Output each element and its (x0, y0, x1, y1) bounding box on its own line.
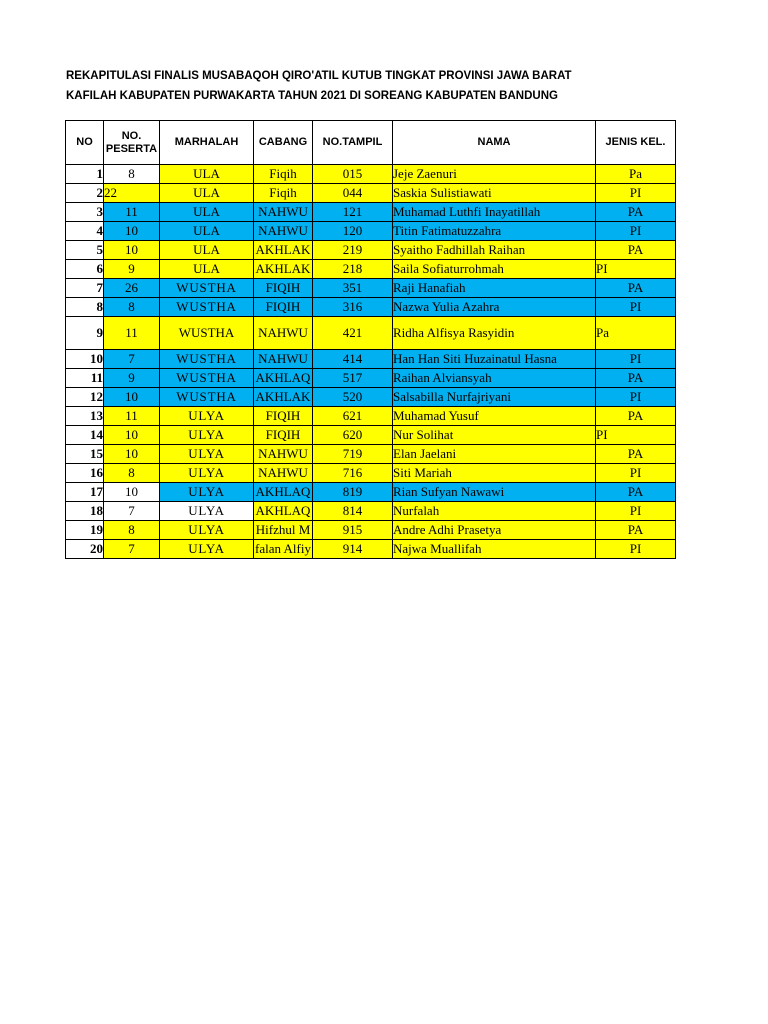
cell-no-tampil: 316 (313, 298, 393, 317)
header-peserta-line2: PESERTA (105, 142, 158, 155)
cell-cabang: FIQIH (254, 298, 313, 317)
cell-marhalah: WUSTHA (160, 298, 254, 317)
row-number: 8 (66, 298, 104, 317)
cell-cabang: AKHLAK (254, 388, 313, 407)
cell-marhalah: WUSTHA (160, 279, 254, 298)
table-row (66, 350, 676, 369)
table-row (66, 165, 676, 184)
cell-marhalah: WUSTHA (160, 317, 254, 350)
cell-no-tampil: 915 (313, 521, 393, 540)
cell-no-peserta: 8 (104, 521, 160, 540)
cell-cabang: NAHWU (254, 350, 313, 369)
cell-nama: Raihan Alviansyah (393, 369, 596, 388)
row-number: 11 (66, 369, 104, 388)
cell-jenis-kelamin: Pa (596, 165, 676, 184)
table-row (66, 260, 676, 279)
header-no-tampil: NO.TAMPIL (313, 121, 393, 165)
row-number: 5 (66, 241, 104, 260)
cell-cabang: FIQIH (254, 426, 313, 445)
cell-nama: Nur Solihat (393, 426, 596, 445)
cell-cabang: NAHWU (254, 445, 313, 464)
cell-cabang: FIQIH (254, 407, 313, 426)
cell-no-peserta: 9 (104, 260, 160, 279)
cell-cabang: NAHWU (254, 317, 313, 350)
cell-jenis-kelamin: PA (596, 483, 676, 502)
header-no: NO (66, 121, 104, 165)
table-row (66, 540, 676, 559)
cell-no-tampil: 421 (313, 317, 393, 350)
row-number: 2 (66, 184, 104, 203)
cell-no-tampil: 914 (313, 540, 393, 559)
row-number: 17 (66, 483, 104, 502)
cell-cabang: AKHLAK (254, 241, 313, 260)
row-number: 13 (66, 407, 104, 426)
cell-jenis-kelamin: PI (596, 540, 676, 559)
row-number: 1 (66, 165, 104, 184)
cell-jenis-kelamin: PI (596, 388, 676, 407)
cell-nama: Elan Jaelani (393, 445, 596, 464)
cell-nama: Han Han Siti Huzainatul Hasna (393, 350, 596, 369)
cell-nama: Saila Sofiaturrohmah (393, 260, 596, 279)
document-titles (66, 66, 572, 106)
row-number: 16 (66, 464, 104, 483)
cell-jenis-kelamin: PA (596, 203, 676, 222)
cell-cabang: FIQIH (254, 279, 313, 298)
cell-jenis-kelamin: PI (596, 260, 676, 279)
cell-no-peserta: 11 (104, 407, 160, 426)
cell-marhalah: ULYA (160, 540, 254, 559)
cell-jenis-kelamin: PI (596, 464, 676, 483)
table-row (66, 407, 676, 426)
cell-no-tampil: 719 (313, 445, 393, 464)
cell-no-peserta: 11 (104, 317, 160, 350)
cell-no-peserta: 10 (104, 426, 160, 445)
header-marhalah: MARHALAH (160, 121, 254, 165)
cell-no-tampil: 814 (313, 502, 393, 521)
row-number: 18 (66, 502, 104, 521)
cell-marhalah: ULA (160, 260, 254, 279)
cell-cabang: AKHLAQ (254, 369, 313, 388)
cell-no-peserta: 7 (104, 350, 160, 369)
cell-cabang: NAHWU (254, 203, 313, 222)
row-number: 10 (66, 350, 104, 369)
cell-no-peserta: 10 (104, 222, 160, 241)
table-row (66, 388, 676, 407)
cell-jenis-kelamin: Pa (596, 317, 676, 350)
table-row (66, 184, 676, 203)
cell-no-peserta: 8 (104, 464, 160, 483)
cell-jenis-kelamin: PI (596, 298, 676, 317)
cell-no-tampil: 716 (313, 464, 393, 483)
table-row (66, 483, 676, 502)
cell-cabang: AKHLAQ (254, 502, 313, 521)
cell-jenis-kelamin: PA (596, 279, 676, 298)
finalist-table (65, 120, 676, 559)
cell-nama: Titin Fatimatuzzahra (393, 222, 596, 241)
cell-nama: Nurfalah (393, 502, 596, 521)
cell-jenis-kelamin: PI (596, 222, 676, 241)
table-row (66, 502, 676, 521)
cell-nama: Andre Adhi Prasetya (393, 521, 596, 540)
table-row (66, 521, 676, 540)
header-nama: NAMA (393, 121, 596, 165)
row-number: 6 (66, 260, 104, 279)
title-line-2: KAFILAH KABUPATEN PURWAKARTA TAHUN 2021 DI SOREANG KABUPATEN BANDUNG (66, 90, 558, 102)
cell-jenis-kelamin: PI (596, 184, 676, 203)
header-jenis-kelamin: JENIS KEL. (596, 121, 676, 165)
cell-nama: Saskia Sulistiawati (393, 184, 596, 203)
cell-jenis-kelamin: PI (596, 426, 676, 445)
title-line-1: REKAPITULASI FINALIS MUSABAQOH QIRO'ATIL KUTUB TINGKAT PROVINSI JAWA BARAT (66, 70, 572, 82)
cell-marhalah: WUSTHA (160, 350, 254, 369)
cell-no-peserta: 7 (104, 502, 160, 521)
cell-no-tampil: 819 (313, 483, 393, 502)
table-row (66, 445, 676, 464)
cell-marhalah: ULA (160, 241, 254, 260)
cell-no-peserta: 8 (104, 165, 160, 184)
cell-no-peserta: 9 (104, 369, 160, 388)
cell-cabang: AKHLAQ (254, 483, 313, 502)
table-row (66, 317, 676, 350)
cell-no-tampil: 351 (313, 279, 393, 298)
cell-no-tampil: 414 (313, 350, 393, 369)
cell-nama: Jeje Zaenuri (393, 165, 596, 184)
row-number: 4 (66, 222, 104, 241)
cell-no-tampil: 520 (313, 388, 393, 407)
cell-marhalah: ULYA (160, 426, 254, 445)
cell-marhalah: ULYA (160, 502, 254, 521)
cell-jenis-kelamin: PI (596, 350, 676, 369)
table-row (66, 298, 676, 317)
cell-jenis-kelamin: PI (596, 502, 676, 521)
table-body (66, 165, 676, 559)
cell-cabang: NAHWU (254, 464, 313, 483)
cell-no-tampil: 620 (313, 426, 393, 445)
cell-marhalah: ULA (160, 184, 254, 203)
row-number: 19 (66, 521, 104, 540)
cell-marhalah: ULA (160, 165, 254, 184)
header-cabang: CABANG (254, 121, 313, 165)
cell-no-peserta: 10 (104, 241, 160, 260)
cell-cabang: falan Alfiy (254, 540, 313, 559)
cell-nama: Muhamad Luthfi Inayatillah (393, 203, 596, 222)
cell-nama: Najwa Muallifah (393, 540, 596, 559)
table-row (66, 464, 676, 483)
table-row (66, 426, 676, 445)
cell-cabang: NAHWU (254, 222, 313, 241)
header-peserta-line1: NO. (121, 129, 142, 142)
cell-no-tampil: 517 (313, 369, 393, 388)
cell-no-peserta: 8 (104, 298, 160, 317)
cell-marhalah: ULYA (160, 483, 254, 502)
cell-cabang: Fiqih (254, 184, 313, 203)
cell-no-tampil: 218 (313, 260, 393, 279)
cell-no-peserta: 7 (104, 540, 160, 559)
cell-marhalah: ULYA (160, 521, 254, 540)
cell-no-peserta: 26 (104, 279, 160, 298)
cell-marhalah: ULYA (160, 464, 254, 483)
cell-no-tampil: 044 (313, 184, 393, 203)
cell-nama: Syaitho Fadhillah Raihan (393, 241, 596, 260)
header-peserta (104, 121, 160, 165)
cell-no-peserta: 10 (104, 483, 160, 502)
cell-marhalah: WUSTHA (160, 369, 254, 388)
cell-no-peserta: 10 (104, 445, 160, 464)
cell-marhalah: ULA (160, 222, 254, 241)
cell-jenis-kelamin: PA (596, 407, 676, 426)
cell-no-tampil: 219 (313, 241, 393, 260)
cell-no-tampil: 121 (313, 203, 393, 222)
row-number: 9 (66, 317, 104, 350)
row-number: 7 (66, 279, 104, 298)
cell-nama: Raji Hanafiah (393, 279, 596, 298)
cell-marhalah: ULYA (160, 445, 254, 464)
row-number: 15 (66, 445, 104, 464)
cell-jenis-kelamin: PA (596, 445, 676, 464)
cell-no-peserta: 22 (104, 184, 160, 203)
cell-cabang: Fiqih (254, 165, 313, 184)
cell-nama: Salsabilla Nurfajriyani (393, 388, 596, 407)
cell-cabang: AKHLAK (254, 260, 313, 279)
row-number: 14 (66, 426, 104, 445)
cell-nama: Rian Sufyan Nawawi (393, 483, 596, 502)
row-number: 3 (66, 203, 104, 222)
table-row (66, 279, 676, 298)
cell-nama: Nazwa Yulia Azahra (393, 298, 596, 317)
header-row (66, 121, 676, 165)
row-number: 20 (66, 540, 104, 559)
cell-nama: Muhamad Yusuf (393, 407, 596, 426)
cell-no-tampil: 120 (313, 222, 393, 241)
table-row (66, 222, 676, 241)
cell-jenis-kelamin: PA (596, 521, 676, 540)
cell-marhalah: WUSTHA (160, 388, 254, 407)
cell-marhalah: ULA (160, 203, 254, 222)
cell-nama: Siti Mariah (393, 464, 596, 483)
cell-marhalah: ULYA (160, 407, 254, 426)
cell-nama: Ridha Alfisya Rasyidin (393, 317, 596, 350)
cell-no-peserta: 11 (104, 203, 160, 222)
cell-no-tampil: 621 (313, 407, 393, 426)
cell-no-tampil: 015 (313, 165, 393, 184)
cell-jenis-kelamin: PA (596, 369, 676, 388)
table-row (66, 369, 676, 388)
table-row (66, 203, 676, 222)
cell-jenis-kelamin: PA (596, 241, 676, 260)
row-number: 12 (66, 388, 104, 407)
cell-no-peserta: 10 (104, 388, 160, 407)
cell-cabang: Hifzhul M (254, 521, 313, 540)
table-row (66, 241, 676, 260)
